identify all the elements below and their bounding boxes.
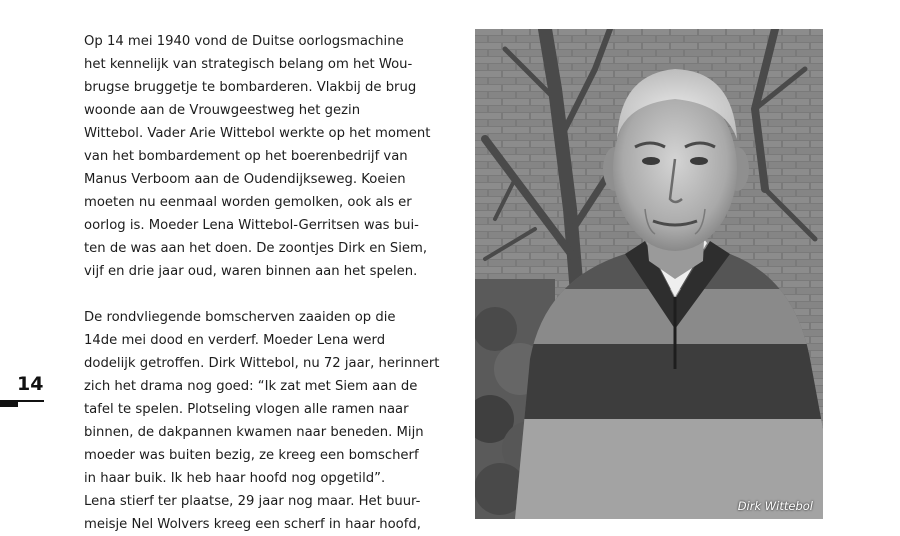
text-line: woonde aan de Vrouwgeestweg het gezin [84,103,361,118]
text-line: Lena stierf ter plaatse, 29 jaar nog maar. Het buur- [84,494,421,509]
text-line: tafel te spelen. Plotseling vlogen alle ramen naar [84,402,409,417]
text-line: brugse bruggetje te bombarderen. Vlakbij de brug [84,80,417,95]
text-line: het kennelijk van strategisch belang om het Wou- [84,57,413,72]
text-line: Manus Verboom aan de Oudendijkseweg. Koeien [84,172,406,187]
text-line: moeder was buiten bezig, ze kreeg een bomscherf [84,448,419,463]
portrait-photo [475,29,823,519]
text-line: 14de mei dood en verderf. Moeder Lena werd [84,333,386,348]
page-number: 14 [17,373,44,395]
text-line: Op 14 mei 1940 vond de Duitse oorlogsmachine [84,34,404,49]
text-line: moeten nu eenmaal worden gemolken, ook als er [84,195,412,210]
text-line: oorlog is. Moeder Lena Wittebol-Gerritsen was bui- [84,218,419,233]
text-line: van het bombardement op het boerenbedrijf van [84,149,408,164]
text-line: zich het drama nog goed: “Ik zat met Siem aan de [84,379,418,394]
text-line: ten de was aan het doen. De zoontjes Dirk en Siem, [84,241,428,256]
text-line: meisje Nel Wolvers kreeg een scherf in haar hoofd, [84,517,421,532]
text-line: Wittebol. Vader Arie Wittebol werkte op het moment [84,126,431,141]
article-body [84,30,444,536]
page-number-rule-accent [0,402,18,407]
photo-caption: Dirk Wittebol [737,499,813,513]
text-line: in haar buik. Ik heb haar hoofd nog opgetild”. [84,471,386,486]
paragraph-2 [84,306,444,536]
text-line: dodelijk getroffen. Dirk Wittebol, nu 72 jaar, herinnert [84,356,440,371]
portrait-illustration [475,29,823,519]
text-line: De rondvliegende bomscherven zaaiden op die [84,310,396,325]
paragraph-1 [84,30,444,283]
text-line: vijf en drie jaar oud, waren binnen aan het spelen. [84,264,418,279]
text-line: binnen, de dakpannen kwamen naar beneden. Mijn [84,425,424,440]
